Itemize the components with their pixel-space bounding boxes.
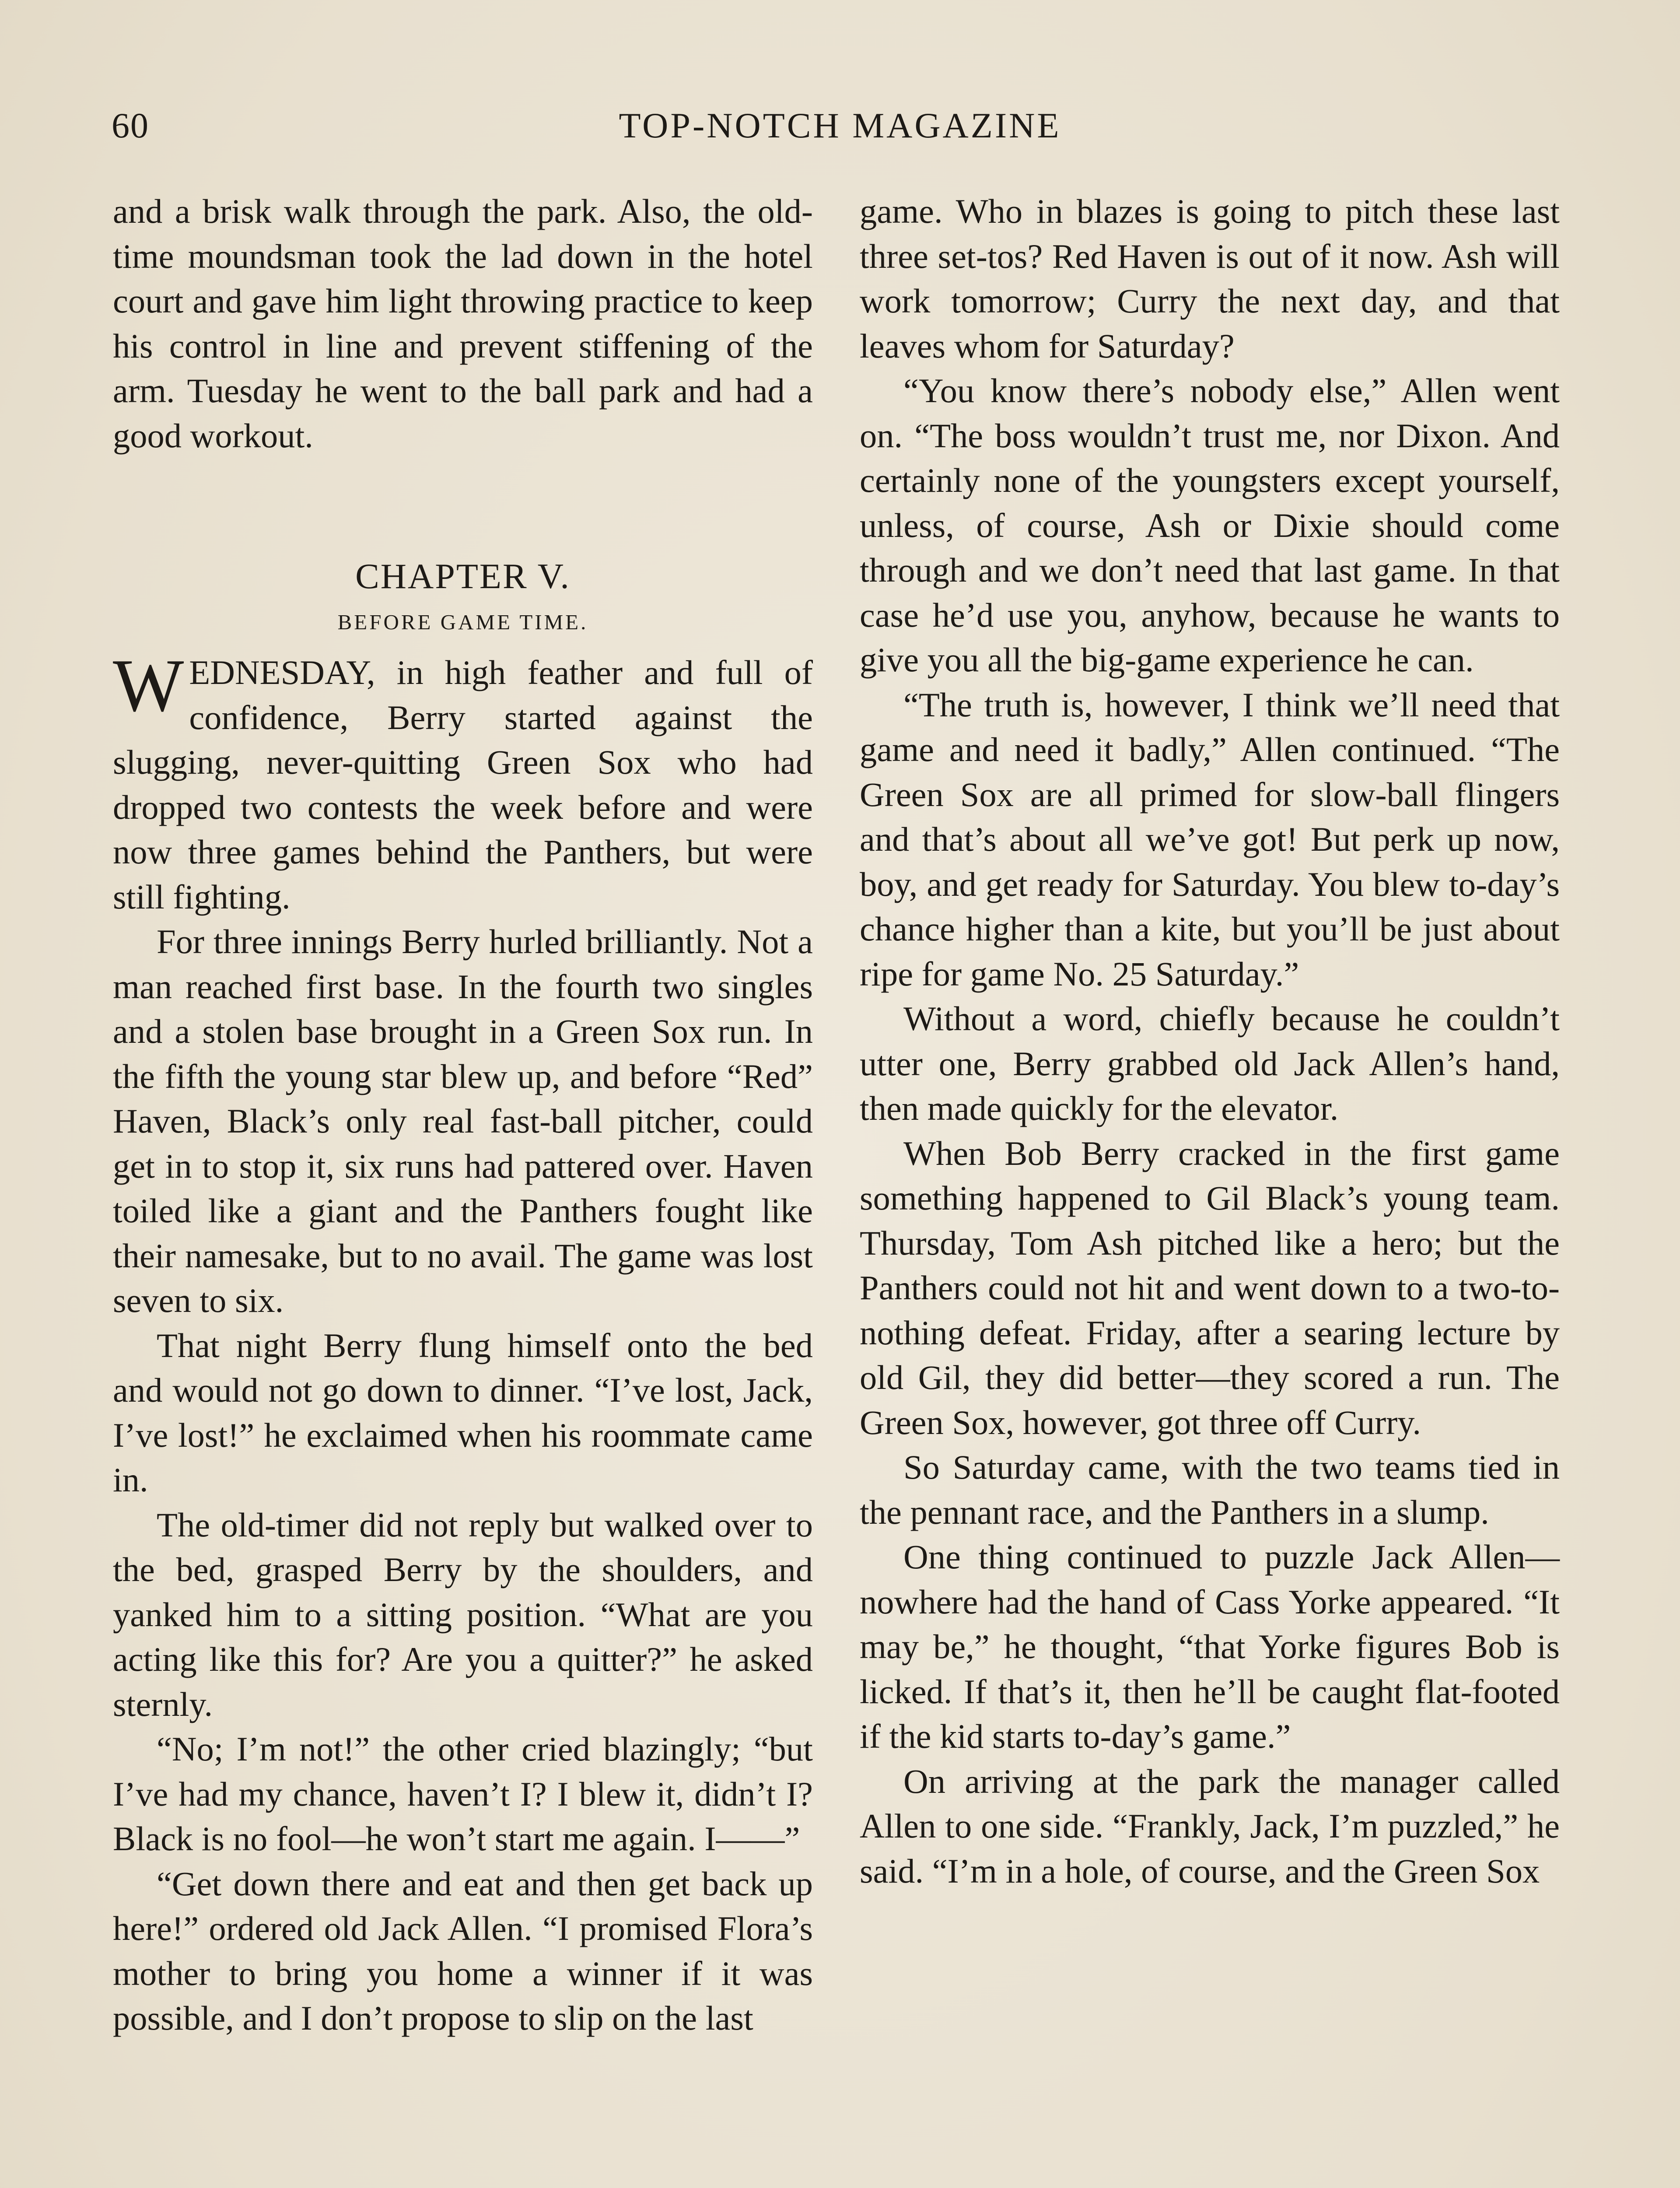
paragraph: On arriving at the park the manager called Allen to one side. “Frankly, Jack, I’m puzzled,” he said. “I’m in a hole, of course, and the Green Sox — [860, 1762, 1560, 1890]
left-column — [113, 189, 813, 2041]
paragraph: game. Who in blazes is going to pitch these last three set-tos? Red Haven is out of it now. Ash will work tomorrow; Curry the next day, and that leaves whom for Saturday? — [860, 192, 1560, 365]
paragraph: “You know there’s nobody else,” Allen went on. “The boss wouldn’t trust me, nor Dixon. And certainly none of the youngsters except yourself, unless, of course, Ash or Dixie should come through and we don’t need that last game. In that case he’d use you, anyhow, because he wants to give you all the big-game experience he can. — [860, 372, 1560, 679]
running-head — [112, 102, 1568, 163]
opening-paragraph — [113, 644, 813, 919]
paragraph: So Saturday came, with the two teams tied in the pennant race, and the Panthers in a slump. — [860, 1448, 1560, 1531]
paragraph: When Bob Berry cracked in the first game something happened to Gil Black’s young team. Thursday, Tom Ash pitched like a hero; but the Panthers could not hit and went down to a two-to-nothing defeat. Friday, after a searing lecture by old Gil, they did better—they scored a run. The Green Sox, however, got three off Curry. — [860, 1134, 1560, 1441]
drop-cap: W — [113, 644, 184, 727]
chapter-heading: CHAPTER V. — [355, 556, 570, 596]
paragraph: For three innings Berry hurled brilliantly. Not a man reached first base. In the fourth two singles and a stolen base brought in a Green Sox run. In the fifth the young star blew up, and before “Red” Haven, Black’s only real fast-ball pitcher, could get in to stop it, six runs had pattered over. Haven toiled like a giant and the Panthers fought like their namesake, but to no avail. The game was lost seven to six. — [113, 922, 813, 1319]
paragraph: “No; I’m not!” the other cried blazingly; “but I’ve had my chance, haven’t I? I blew it, didn’t I? Black is no fool—he won’t start me again. I——” — [113, 1730, 813, 1858]
paragraph: and a brisk walk through the park. Also, the old-time moundsman took the lad down in the hotel court and gave him light throwing practice to keep his control in line and prevent stiffening of the arm. Tuesday he went to the ball park and had a good workout. — [113, 192, 813, 455]
magazine-title: TOP-NOTCH MAGAZINE — [619, 105, 1061, 145]
paragraph: That night Berry flung himself onto the bed and would not go down to dinner. “I’ve lost, Jack, I’ve lost!” he exclaimed when his roommate came in. — [113, 1326, 813, 1499]
page-number: 60 — [112, 105, 149, 145]
chapter-subtitle: BEFORE GAME TIME. — [337, 610, 588, 634]
paragraph: One thing continued to puzzle Jack Allen—nowhere had the hand of Cass Yorke appeared. “It may be,” he thought, “that Yorke figures Bob is licked. If that’s it, then he’ll be caught flat-footed if the kid starts to-day’s game.” — [860, 1538, 1560, 1755]
right-column — [860, 189, 1560, 1893]
opening-paragraph-text: EDNESDAY, in high feather and full of confidence, Berry started against the slugging, never-quitting Green Sox who had dropped two contests the week before and were now three games behind the Panthers, but were still fighting. — [113, 653, 813, 916]
paragraph: Without a word, chiefly because he couldn’t utter one, Berry grabbed old Jack Allen’s hand, then made quickly for the elevator. — [860, 999, 1560, 1127]
paragraph: “The truth is, however, I think we’ll need that game and need it badly,” Allen continued. “The Green Sox are all primed for slow-ball flingers and that’s about all we’ve got! But perk up now, boy, and get ready for Saturday. You blew to-day’s chance higher than a kite, but you’ll be just about ripe for game No. 25 Saturday.” — [860, 685, 1560, 993]
paragraph: The old-timer did not reply but walked over to the bed, grasped Berry by the shoulders, and yanked him to a sitting position. “What are you acting like this for? Are you a quitter?” he asked sternly. — [113, 1505, 813, 1723]
paragraph: “Get down there and eat and then get back up here!” ordered old Jack Allen. “I promised Flora’s mother to bring you home a winner if it was possible, and I don’t propose to slip on the last — [113, 1864, 813, 2037]
